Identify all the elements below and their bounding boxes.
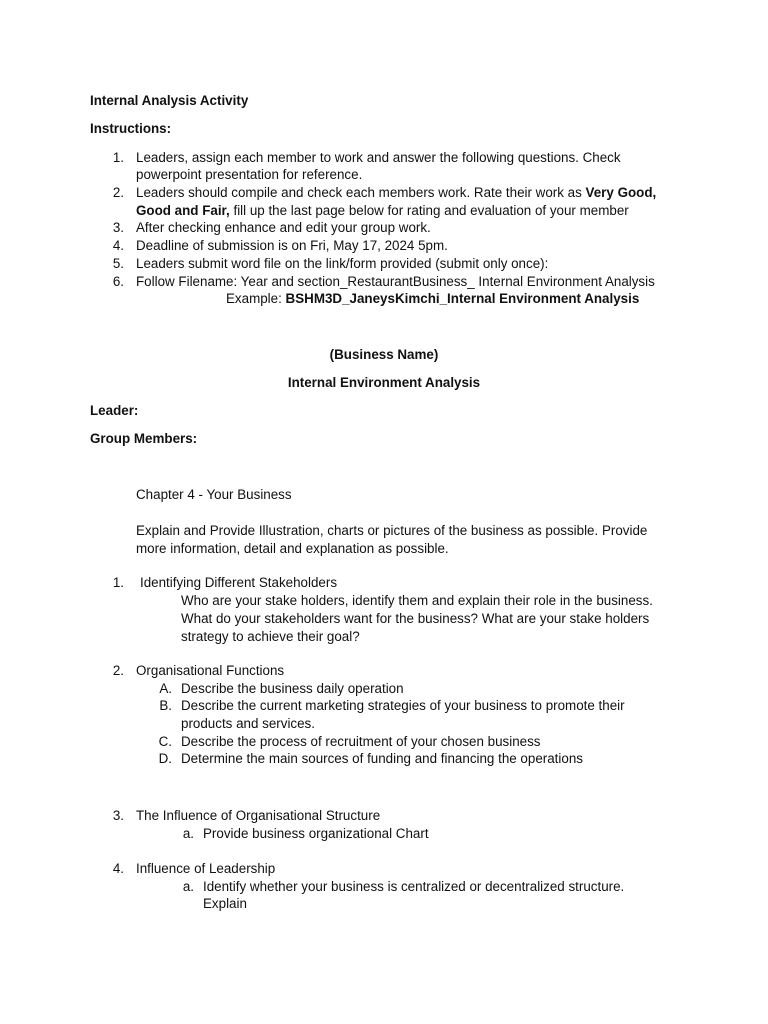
instruction-2-line-2: Good and Fair, fill up the last page below for rating and evaluation of your member [136, 203, 629, 218]
section-2-item-d: Determine the main sources of funding and financing the operations [181, 751, 583, 766]
section-1-line-3: strategy to achieve their goal? [181, 629, 360, 644]
list-number: 2. [112, 663, 124, 678]
list-number: 5. [112, 256, 124, 271]
section-1-title: Identifying Different Stakeholders [140, 575, 338, 590]
section-2-item-b-line-2: products and services. [181, 716, 315, 731]
section-2-item-b-line-1: Describe the current marketing strategies of your business to promote their [181, 698, 625, 713]
list-letter: B. [159, 698, 172, 713]
section-4-item-a-line-2: Explain [203, 896, 247, 911]
chapter-intro-line-1: Explain and Provide Illustration, charts or pictures of the business as possible. Provide [136, 523, 648, 538]
analysis-title-heading: Internal Environment Analysis [287, 375, 481, 390]
filename-example-value: BSHM3D_JaneysKimchi_Internal Environment Analysis [285, 291, 640, 306]
section-2-item-a: Describe the business daily operation [181, 681, 404, 696]
list-number: 4. [112, 238, 124, 253]
list-number: 3. [112, 808, 124, 823]
list-letter: a. [182, 826, 194, 841]
instruction-3: After checking enhance and edit your group work. [136, 220, 431, 235]
list-letter: a. [182, 879, 194, 894]
section-3-item-a: Provide business organizational Chart [203, 826, 429, 841]
instruction-1-line-1: Leaders, assign each member to work and answer the following questions. Check [136, 150, 621, 165]
group-members-label: Group Members: [90, 431, 198, 446]
instruction-1-line-2: powerpoint presentation for reference. [136, 167, 363, 182]
chapter-title: Chapter 4 - Your Business [136, 487, 292, 502]
section-4-title: Influence of Leadership [136, 861, 276, 876]
instruction-5: Leaders submit word file on the link/form provided (submit only once): [136, 256, 549, 271]
list-number: 1. [112, 150, 124, 165]
filename-example: Example: BSHM3D_JaneysKimchi_Internal Environment Analysis [226, 291, 640, 306]
leader-label: Leader: [90, 403, 139, 418]
section-1-line-2: What do your stakeholders want for the business? What are your stake holders [181, 611, 650, 626]
rating-good-and-fair: Good and Fair, [136, 203, 230, 218]
business-name-heading: (Business Name) [329, 347, 439, 362]
section-2-item-c: Describe the process of recruitment of your chosen business [181, 734, 541, 749]
list-number: 1. [112, 575, 124, 590]
section-2-title: Organisational Functions [136, 663, 285, 678]
section-4-item-a-line-1: Identify whether your business is centralized or decentralized structure. [203, 879, 625, 894]
instruction-2-line-1: Leaders should compile and check each members work. Rate their work as Very Good, [136, 185, 657, 200]
instruction-4: Deadline of submission is on Fri, May 17, 2024 5pm. [136, 238, 448, 253]
instruction-6: Follow Filename: Year and section_RestaurantBusiness_ Internal Environment Analysis [136, 274, 655, 289]
list-letter: D. [158, 751, 172, 766]
list-letter: C. [158, 734, 172, 749]
section-3-title: The Influence of Organisational Structure [136, 808, 381, 823]
chapter-intro-line-2: more information, detail and explanation as possible. [136, 541, 449, 556]
list-letter: A. [159, 681, 172, 696]
list-number: 6. [112, 274, 124, 289]
instructions-heading: Instructions: [90, 121, 172, 136]
list-number: 2. [112, 185, 124, 200]
document-title: Internal Analysis Activity [90, 93, 249, 108]
rating-very-good: Very Good, [585, 185, 657, 200]
section-1-line-1: Who are your stake holders, identify them and explain their role in the business. [181, 593, 653, 608]
list-number: 3. [112, 220, 124, 235]
list-number: 4. [112, 861, 124, 876]
